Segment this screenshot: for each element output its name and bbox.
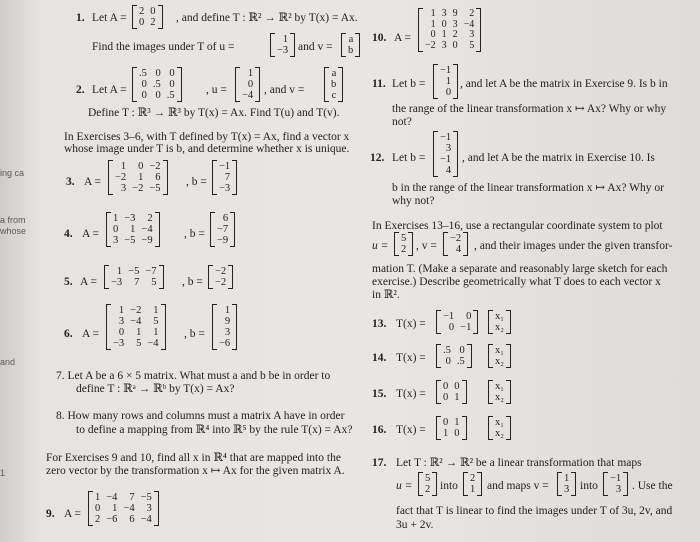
- matrix-entry: x₁: [495, 311, 504, 322]
- matrix-entry: 1: [224, 305, 231, 316]
- matrix-entry: 3: [224, 327, 231, 338]
- matrix-entries: [447, 233, 464, 255]
- matrix-entry: 4: [445, 165, 452, 176]
- matrix-entry: 1: [112, 503, 118, 514]
- matrix-entry: 3: [118, 316, 125, 327]
- matrix-entry: 1: [118, 305, 125, 316]
- edge-fragment: 1: [0, 468, 6, 478]
- exercise-text: , b =: [184, 328, 205, 340]
- exercise-text: A =: [82, 228, 100, 240]
- matrix-entry: x₂: [495, 322, 504, 333]
- exercise-text: Let A =: [92, 12, 127, 24]
- exercise-text: A =: [64, 508, 82, 520]
- matrix-entry: −4: [463, 18, 475, 30]
- matrix-entry: 2: [469, 8, 475, 19]
- matrix-entry: 1: [113, 213, 119, 224]
- vector-b: [212, 160, 237, 195]
- matrix-entry: −5: [149, 183, 161, 194]
- exercise-text: the range of the linear transformation x ↦ Ax? Why or why: [392, 103, 667, 115]
- exercise-text: Define T : ℝ³ → ℝ³ by T(x) = Ax. Find T(u) and T(v).: [88, 107, 340, 119]
- matrix-entry: 2: [452, 29, 458, 40]
- matrix-entry: 1: [153, 305, 159, 316]
- matrix-entry: 7: [224, 172, 231, 183]
- matrix-entries: [92, 492, 155, 525]
- exercise-text: A =: [394, 32, 412, 44]
- matrix-A: [106, 212, 160, 247]
- matrix-entries: [607, 473, 624, 495]
- matrix-entry: 7: [134, 277, 140, 288]
- exercise-number: 10.: [372, 32, 387, 44]
- matrix-entry: −1: [460, 322, 472, 333]
- matrix-entry: 5: [151, 277, 157, 288]
- instructions: In Exercises 13–16, use a rectangular coordinate system to plot: [372, 220, 663, 232]
- matrix-entry: −1: [219, 161, 231, 172]
- matrix-entry: 3: [441, 8, 447, 19]
- exercise-text: b in the range of the linear transformation x ↦ Ax? Why or: [392, 182, 664, 194]
- matrix-entry: −2: [130, 305, 142, 316]
- exercise-number: 5.: [64, 276, 73, 288]
- exercise-number: 14.: [372, 352, 387, 364]
- label-u: u =: [372, 240, 389, 252]
- exercise-text: Let T : ℝ² → ℝ² be a linear transformation that maps: [396, 457, 642, 469]
- matrix-entry: −2: [149, 161, 161, 172]
- matrix-A: [106, 304, 166, 350]
- matrix-entry: 0: [113, 224, 119, 235]
- matrix-entry: −2: [425, 39, 436, 51]
- transform-label: T(x) =: [396, 424, 426, 436]
- matrix-entry: 5: [153, 316, 159, 327]
- matrix-entry: 1: [430, 8, 436, 19]
- exercise-8: 8. How many rows and columns must a matrix A have in order: [56, 410, 345, 422]
- matrix-entry: 0: [95, 503, 101, 514]
- matrix-entries: [328, 68, 339, 101]
- matrix-entry: −6: [106, 514, 118, 525]
- matrix-entry: .5: [166, 90, 175, 101]
- vector-b: [212, 304, 237, 350]
- matrix-A: [436, 380, 467, 404]
- matrix-entry: 0: [150, 6, 156, 17]
- matrix-entry: 3: [146, 503, 152, 514]
- matrix-entry: b: [331, 79, 337, 90]
- exercise-number: 15.: [372, 388, 387, 400]
- matrix-entry: 1: [282, 34, 289, 45]
- matrix-entry: −1: [440, 132, 452, 143]
- exercise-7: define T : ℝᵃ → ℝᵇ by T(x) = Ax?: [76, 383, 235, 395]
- matrix-entry: 0: [454, 381, 460, 392]
- exercise-number: 13.: [372, 318, 387, 330]
- matrix-entries: [440, 311, 474, 333]
- matrix-entry: 2: [425, 484, 431, 495]
- matrix-entry: 0: [155, 68, 161, 79]
- instructions: In Exercises 3–6, with T defined by T(x) = Ax, find a vector x: [64, 131, 350, 143]
- matrix-entries: [422, 9, 477, 51]
- matrix-entry: 0: [452, 39, 458, 51]
- vector-x: [488, 344, 511, 368]
- matrix-entry: x₁: [495, 345, 504, 356]
- matrix-entry: −2: [115, 172, 127, 183]
- matrix-entry: 0: [430, 29, 436, 40]
- matrix-entry: 0: [169, 68, 175, 79]
- matrix-entries: [136, 68, 178, 101]
- matrix-entries: [398, 233, 409, 255]
- matrix-entries: [492, 381, 507, 403]
- matrix-A: [88, 491, 159, 526]
- instructions: in ℝ².: [372, 289, 400, 301]
- matrix-entry: 1: [138, 172, 144, 183]
- exercise-number: 12.: [370, 152, 385, 164]
- matrix-entries: [440, 417, 463, 439]
- matrix-entry: −1: [610, 473, 622, 484]
- matrix-entry: 6: [129, 514, 135, 525]
- matrix-entry: 1: [430, 18, 436, 30]
- matrix-entry: −4: [141, 224, 153, 235]
- matrix-entry: 2: [401, 244, 407, 255]
- matrix-entries: [422, 473, 433, 495]
- matrix-entry: 0: [139, 17, 145, 28]
- matrix-entries: [467, 473, 478, 495]
- matrix-entry: 9: [224, 316, 231, 327]
- matrix-entries: [212, 266, 229, 288]
- matrix-entries: [561, 473, 572, 495]
- exercise-text: A =: [80, 276, 98, 288]
- exercise-number: 17.: [372, 457, 387, 469]
- matrix-entry: −2: [215, 277, 227, 288]
- matrix-entry: 3: [564, 484, 570, 495]
- vector-u: [235, 67, 260, 102]
- instructions: , and their images under the given transfor-: [474, 240, 673, 252]
- vector-b: [433, 131, 458, 177]
- matrix-entry: 1: [247, 68, 254, 79]
- exercise-text: Find the images under T of u =: [92, 41, 235, 53]
- matrix-entries: [492, 311, 507, 333]
- matrix-entry: 1: [454, 392, 460, 403]
- exercise-text: why not?: [392, 195, 435, 207]
- matrix-A: [132, 5, 163, 29]
- exercise-text: , and v =: [264, 84, 305, 96]
- exercise-text: , and define T : ℝ² → ℝ² by T(x) = Ax.: [176, 12, 358, 24]
- matrix-entries: [274, 34, 291, 56]
- matrix-entry: x₁: [495, 381, 504, 392]
- vector-v: [443, 232, 468, 256]
- matrix-entries: [110, 213, 156, 246]
- matrix-entry: −4: [147, 338, 159, 349]
- matrix-entry: 3: [113, 235, 119, 246]
- matrix-entry: 1: [443, 428, 449, 439]
- label-u: u =: [396, 480, 413, 492]
- matrix-entry: 0: [441, 18, 447, 30]
- exercise-text: fact that T is linear to find the images under T of 3u, 2v, and: [396, 505, 673, 517]
- matrix-entry: 6: [222, 213, 229, 224]
- matrix-entry: −2: [215, 266, 227, 277]
- matrix-entry: 2: [95, 514, 101, 525]
- instructions: whose image under T is b, and determine whether x is unique.: [64, 143, 350, 155]
- matrix-entries: [112, 161, 164, 194]
- vector-u: [270, 33, 295, 57]
- matrix-entry: 0: [445, 356, 451, 367]
- matrix-entry: −9: [217, 235, 229, 246]
- matrix-entry: −4: [140, 514, 152, 525]
- matrix-entry: −1: [440, 154, 452, 165]
- matrix-entry: −4: [242, 90, 254, 101]
- matrix-entry: x₁: [495, 417, 504, 428]
- matrix-entry: 1: [564, 473, 570, 484]
- matrix-entry: 6: [155, 172, 161, 183]
- vector-b: [210, 212, 235, 247]
- matrix-entry: 1: [136, 327, 142, 338]
- exercise-number: 2.: [76, 84, 85, 96]
- vector-x: [488, 310, 511, 334]
- matrix-entry: 5: [401, 233, 407, 244]
- edge-fragment: ing ca: [0, 168, 25, 178]
- matrix-entry: −2: [132, 183, 144, 194]
- instructions: For Exercises 9 and 10, find all x in ℝ⁴ that are mapped into the: [46, 452, 341, 464]
- instructions: mation T. (Make a separate and reasonably large sketch for each: [372, 263, 668, 275]
- matrix-entry: −4: [123, 503, 135, 514]
- transform-label: T(x) =: [396, 388, 426, 400]
- matrix-entry: −2: [450, 233, 462, 244]
- matrix-entry: −9: [141, 235, 153, 246]
- matrix-entries: [492, 417, 507, 439]
- matrix-entry: 0: [445, 87, 452, 98]
- matrix-entries: [440, 381, 463, 403]
- matrix-entry: 0: [454, 428, 460, 439]
- matrix-entry: .5: [139, 68, 147, 79]
- matrix-entry: −5: [124, 235, 136, 246]
- exercise-text: A =: [84, 176, 102, 188]
- matrix-entry: 0: [169, 79, 175, 90]
- matrix-entry: −1: [440, 65, 452, 76]
- exercise-text: , u =: [206, 84, 227, 96]
- matrix-entry: x₂: [495, 428, 504, 439]
- exercise-number: 4.: [64, 228, 73, 240]
- exercise-text: and v =: [298, 41, 333, 53]
- exercise-text: Let A =: [92, 84, 127, 96]
- instructions: exercise.) Describe geometrically what T does to each vector x: [372, 276, 661, 288]
- matrix-entry: 0: [459, 345, 465, 356]
- exercise-text: and maps v =: [487, 480, 549, 492]
- matrix-entries: [108, 266, 160, 288]
- matrix-entries: [345, 34, 356, 56]
- matrix-entry: 5: [469, 39, 475, 51]
- matrix-A: [418, 8, 481, 52]
- matrix-entries: [437, 132, 454, 176]
- matrix-entry: 1: [116, 266, 123, 277]
- matrix-entry: 2: [139, 6, 145, 17]
- transform-label: T(x) =: [396, 318, 426, 330]
- matrix-entry: .5: [152, 79, 161, 90]
- exercise-text: , and let A be the matrix in Exercise 10. Is: [462, 152, 655, 164]
- matrix-entry: 0: [443, 392, 449, 403]
- matrix-A: [132, 67, 182, 102]
- matrix-entries: [239, 68, 256, 101]
- exercise-8: to define a mapping from ℝ⁴ into ℝ⁵ by the rule T(x) = Ax?: [76, 424, 353, 436]
- matrix-entry: 1: [470, 484, 476, 495]
- matrix-A: [436, 344, 472, 368]
- exercise-7: 7. Let A be a 6 × 5 matrix. What must a and b be in order to: [56, 370, 331, 382]
- edge-fragment: a from: [0, 215, 26, 225]
- edge-fragment: whose: [0, 226, 27, 236]
- matrix-entry: −1: [443, 311, 455, 322]
- matrix-entry: a: [348, 34, 354, 45]
- matrix-entry: 1: [441, 29, 447, 40]
- matrix-entry: 2: [150, 17, 156, 28]
- matrix-entry: −4: [130, 316, 142, 327]
- label-v: , v =: [416, 240, 437, 252]
- vector-b: [433, 64, 458, 99]
- matrix-entries: [136, 6, 159, 28]
- matrix-entry: 0: [466, 311, 472, 322]
- exercise-number: 6.: [64, 328, 73, 340]
- matrix-entry: 2: [147, 213, 153, 224]
- matrix-entry: 1: [120, 161, 127, 172]
- matrix-entry: 0: [448, 322, 455, 333]
- exercise-number: 1.: [76, 12, 85, 24]
- matrix-entry: −5: [140, 492, 152, 503]
- vector-x: [488, 380, 511, 404]
- vector-v: [557, 472, 576, 496]
- edge-fragment: and: [0, 357, 16, 367]
- matrix-entry: .5: [456, 356, 465, 367]
- matrix-entry: 3: [469, 29, 475, 40]
- matrix-entry: 0: [141, 79, 147, 90]
- matrix-entry: b: [348, 45, 354, 56]
- matrix-entry: 1: [130, 224, 136, 235]
- matrix-entry: −6: [219, 338, 231, 349]
- exercise-text: 3u + 2v.: [396, 519, 434, 531]
- matrix-entry: 7: [129, 492, 135, 503]
- matrix-entry: 3: [120, 183, 127, 194]
- vector-Tv: [603, 472, 628, 496]
- matrix-entry: −4: [106, 492, 118, 503]
- matrix-entry: 0: [443, 381, 449, 392]
- matrix-entry: 5: [136, 338, 142, 349]
- matrix-entry: −7: [217, 224, 229, 235]
- exercise-text: . Use the: [632, 480, 673, 492]
- matrix-entry: −3: [219, 183, 231, 194]
- matrix-A: [104, 265, 164, 289]
- exercise-text: Let b =: [392, 78, 426, 90]
- matrix-entry: 0: [118, 327, 125, 338]
- matrix-entry: 2: [470, 473, 476, 484]
- matrix-entry: 1: [454, 417, 460, 428]
- exercise-text: , b =: [184, 228, 205, 240]
- matrix-entry: a: [331, 68, 337, 79]
- vector-u: [418, 472, 437, 496]
- matrix-A: [108, 160, 168, 195]
- matrix-entry: 0: [443, 417, 449, 428]
- exercise-number: 3.: [66, 176, 75, 188]
- matrix-entry: x₂: [495, 356, 504, 367]
- matrix-entry: 4: [455, 244, 462, 255]
- matrix-entry: 3: [452, 18, 458, 30]
- matrix-entry: 3: [615, 484, 622, 495]
- matrix-entry: 5: [425, 473, 431, 484]
- matrix-entry: −7: [145, 266, 157, 277]
- matrix-entry: c: [331, 90, 337, 101]
- matrix-entry: −5: [128, 266, 140, 277]
- exercise-text: , b =: [182, 276, 203, 288]
- exercise-text: , b =: [186, 176, 207, 188]
- matrix-entry: x₂: [495, 392, 504, 403]
- matrix-entry: −3: [113, 338, 125, 349]
- matrix-entry: .5: [443, 345, 451, 356]
- matrix-entry: 0: [141, 90, 147, 101]
- matrix-entry: 0: [155, 90, 161, 101]
- vector-Tu: [463, 472, 482, 496]
- matrix-entry: 1: [95, 492, 101, 503]
- matrix-entry: −3: [111, 277, 123, 288]
- vector-v: [324, 67, 343, 102]
- matrix-entries: [216, 305, 233, 349]
- matrix-entries: [440, 345, 468, 367]
- matrix-entry: 1: [153, 327, 159, 338]
- exercise-number: 11.: [372, 78, 386, 90]
- exercise-number: 16.: [372, 424, 387, 436]
- matrix-entry: 3: [445, 143, 452, 154]
- vector-b: [208, 265, 233, 289]
- transform-label: T(x) =: [396, 352, 426, 364]
- vector-v: [341, 33, 360, 57]
- matrix-A: [436, 416, 467, 440]
- vector-x: [488, 416, 511, 440]
- matrix-entry: 3: [441, 39, 447, 51]
- vector-u: [394, 232, 413, 256]
- matrix-entry: 9: [452, 8, 458, 19]
- exercise-number: 9.: [46, 508, 55, 520]
- matrix-entries: [216, 161, 233, 194]
- exercise-text: not?: [392, 116, 412, 128]
- matrix-entries: [437, 65, 454, 98]
- matrix-entry: 1: [445, 76, 452, 87]
- matrix-entries: [492, 345, 507, 367]
- exercise-text: into: [440, 480, 458, 492]
- matrix-entry: −3: [124, 213, 136, 224]
- matrix-A: [436, 310, 478, 334]
- matrix-entry: 0: [247, 79, 254, 90]
- matrix-entries: [214, 213, 231, 246]
- exercise-text: into: [580, 480, 598, 492]
- exercise-text: A =: [82, 328, 100, 340]
- matrix-entry: −3: [277, 45, 289, 56]
- exercise-text: , and let A be the matrix in Exercise 9. Is b in: [460, 78, 668, 90]
- matrix-entries: [110, 305, 162, 349]
- matrix-entry: 0: [138, 161, 144, 172]
- exercise-text: Let b =: [392, 152, 426, 164]
- instructions: zero vector by the transformation x ↦ Ax for the given matrix A.: [46, 465, 345, 477]
